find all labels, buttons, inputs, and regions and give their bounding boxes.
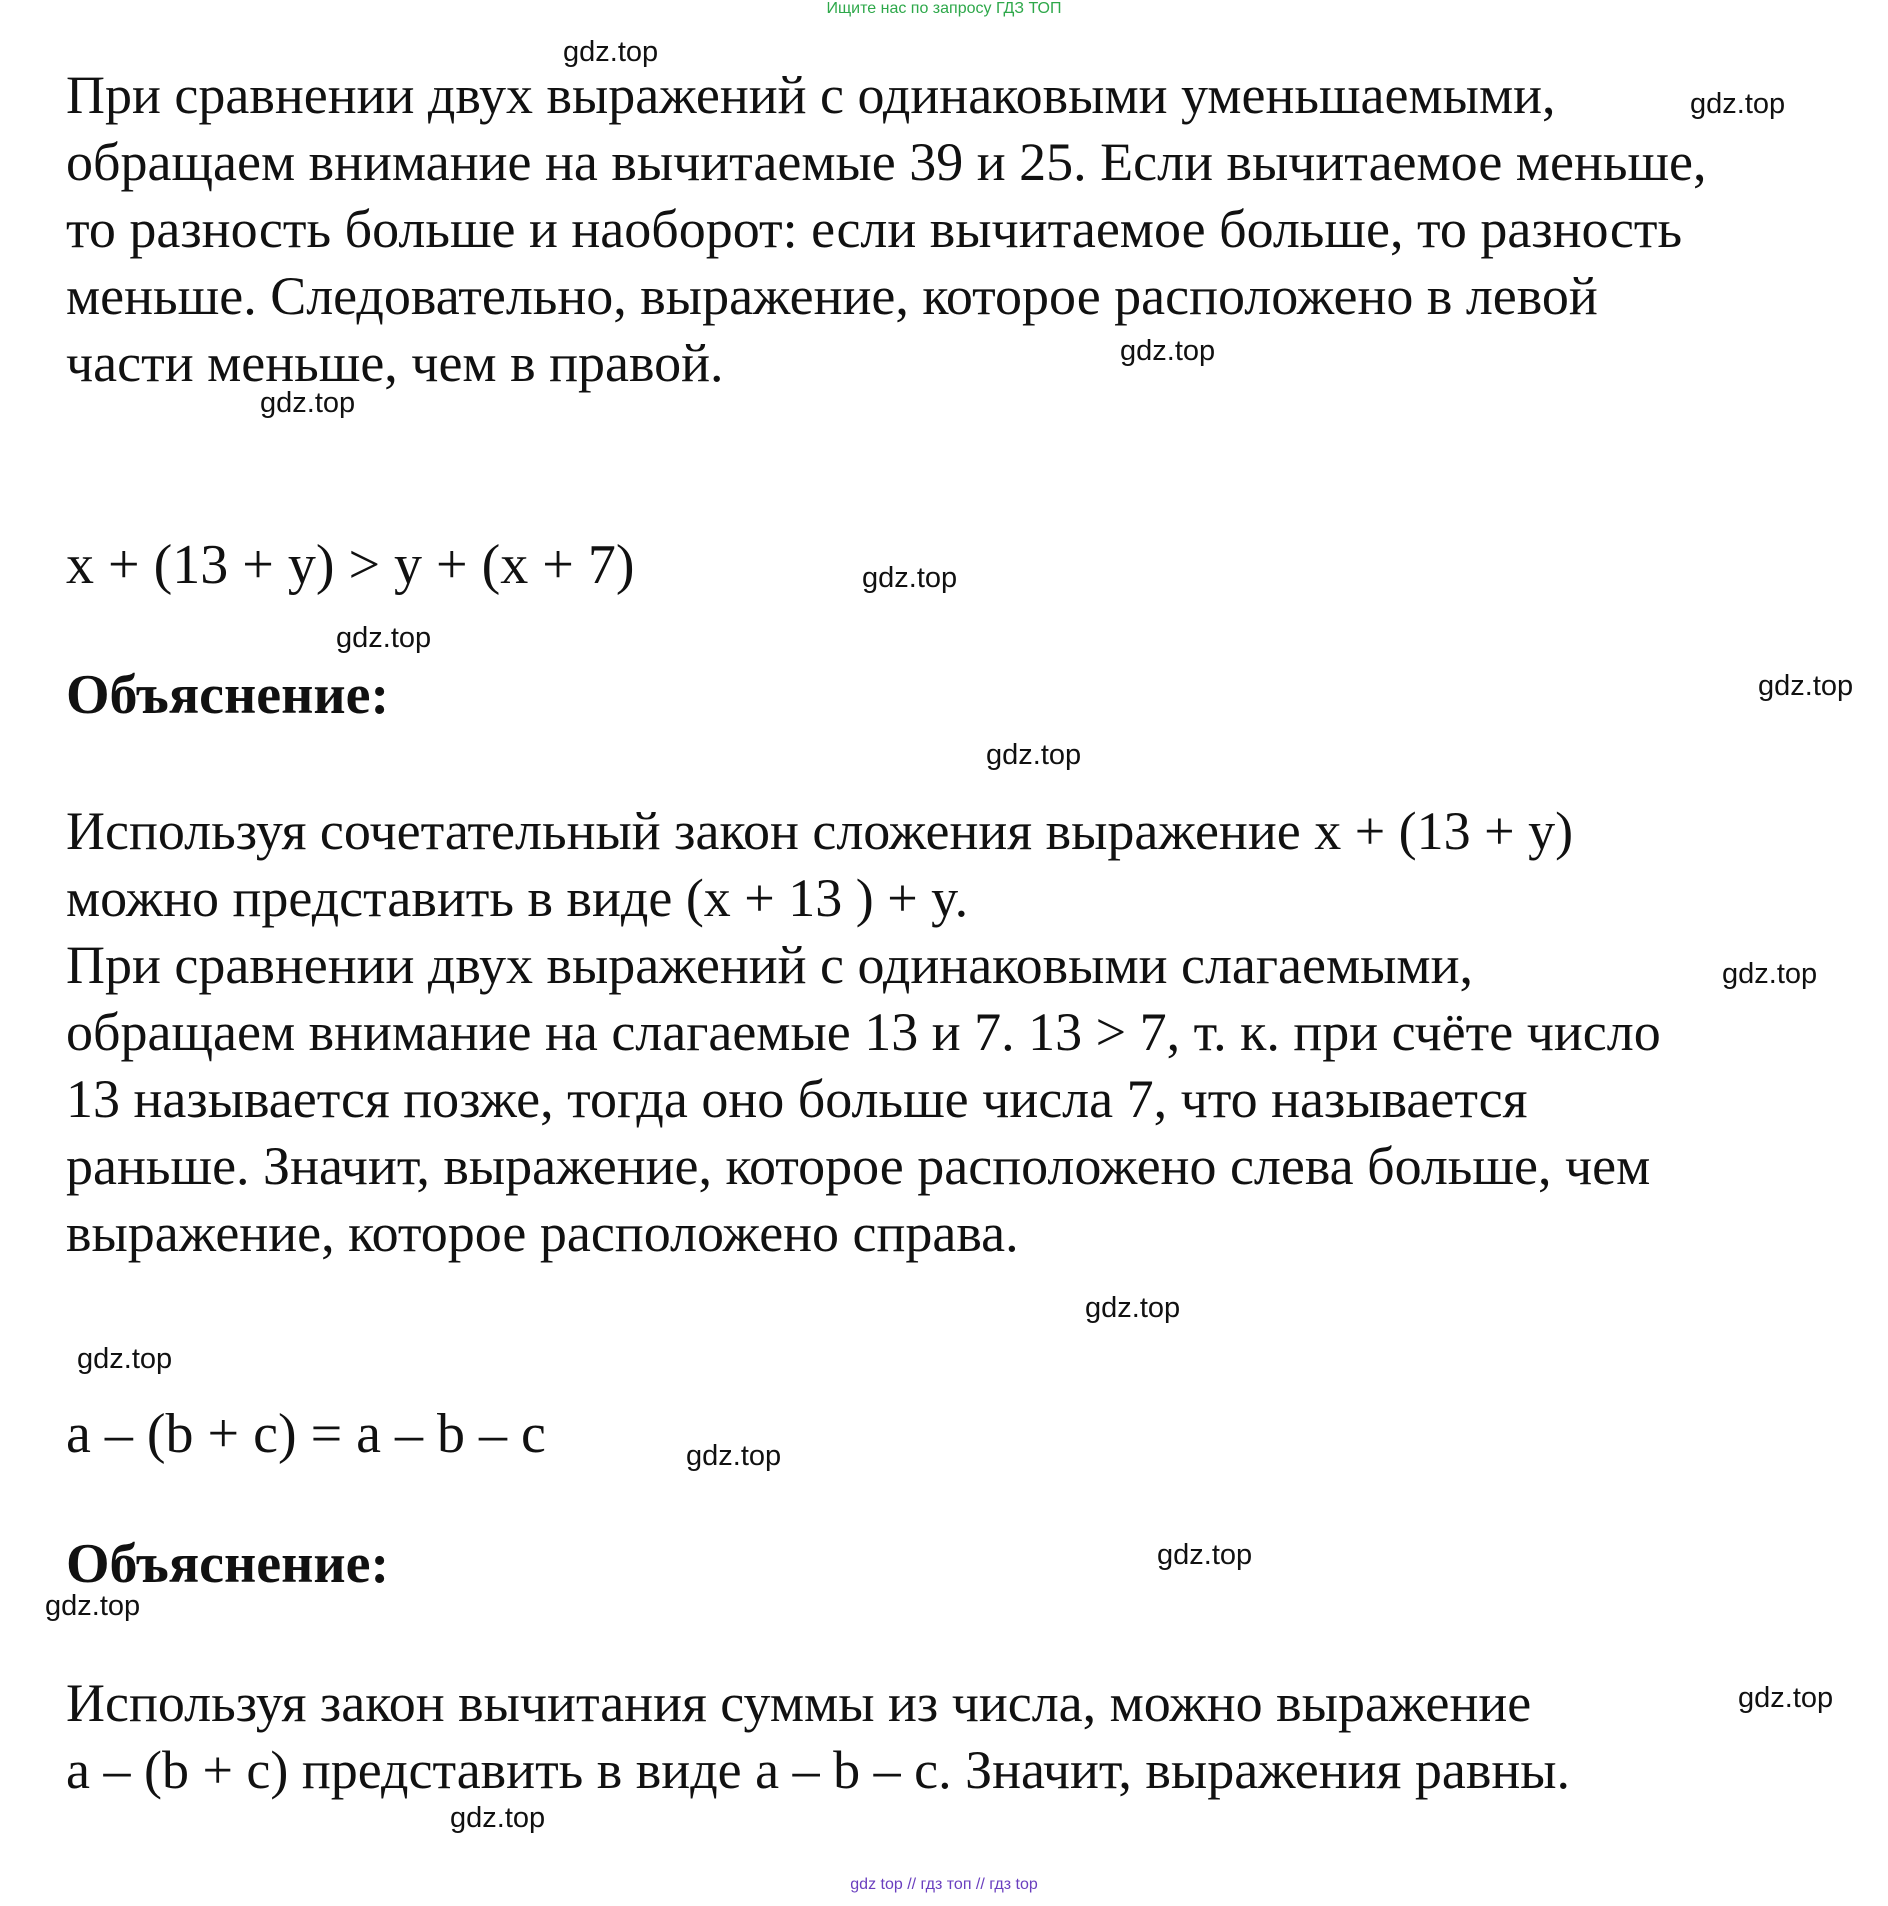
expression-2: a – (b + c) = a – b – c bbox=[66, 1403, 546, 1465]
watermark: gdz.top bbox=[1722, 958, 1818, 990]
section2-line: Используя сочетательный закон сложения выражение x + (13 + y) bbox=[66, 801, 1574, 861]
watermark: gdz.top bbox=[1690, 88, 1786, 120]
watermark: gdz.top bbox=[260, 387, 356, 419]
watermark: gdz.top bbox=[45, 1590, 141, 1622]
watermark: gdz.top bbox=[862, 562, 958, 594]
section2-line: При сравнении двух выражений с одинаковыми слагаемыми, bbox=[66, 935, 1474, 995]
watermark: gdz.top bbox=[77, 1343, 173, 1375]
search-banner: Ищите нас по запросу ГДЗ ТОП bbox=[826, 0, 1062, 17]
section2-line: раньше. Значит, выражение, которое расположено слева больше, чем bbox=[66, 1136, 1651, 1196]
section3-line: Используя закон вычитания суммы из числа, можно выражение bbox=[66, 1673, 1532, 1733]
section2-paragraph bbox=[66, 798, 1661, 1267]
watermark: gdz.top bbox=[336, 622, 432, 654]
section2-line: 13 называется позже, тогда оно больше числа 7, что называется bbox=[66, 1069, 1528, 1129]
section1-line: меньше. Следовательно, выражение, которое расположено в левой bbox=[66, 266, 1598, 326]
section2-line: выражение, которое расположено справа. bbox=[66, 1203, 1019, 1263]
watermark: gdz.top bbox=[450, 1802, 546, 1834]
watermark: gdz.top bbox=[1120, 335, 1216, 367]
watermark: gdz.top bbox=[1758, 670, 1854, 702]
section2-line: можно представить в виде (x + 13 ) + y. bbox=[66, 868, 969, 928]
section3-line: a – (b + c) представить в виде a – b – c. Значит, выражения равны. bbox=[66, 1740, 1571, 1800]
watermark: gdz.top bbox=[686, 1440, 782, 1472]
section1-paragraph bbox=[66, 62, 1707, 397]
watermark: gdz.top bbox=[986, 739, 1082, 771]
watermark: gdz.top bbox=[563, 36, 659, 68]
expression-1: x + (13 + y) > y + (x + 7) bbox=[66, 534, 635, 596]
explanation-heading-1: Объяснение: bbox=[66, 664, 390, 726]
explanation-heading-2: Объяснение: bbox=[66, 1533, 390, 1595]
section1-line: части меньше, чем в правой. bbox=[66, 333, 724, 393]
footer-watermark: gdz top // гдз топ // гдз top bbox=[850, 1876, 1038, 1893]
section1-line: При сравнении двух выражений с одинаковыми уменьшаемыми, bbox=[66, 65, 1556, 125]
section1-line: то разность больше и наоборот: если вычитаемое больше, то разность bbox=[66, 199, 1683, 259]
section3-paragraph bbox=[66, 1670, 1570, 1804]
watermark: gdz.top bbox=[1157, 1539, 1253, 1571]
watermark: gdz.top bbox=[1738, 1682, 1834, 1714]
section2-line: обращаем внимание на слагаемые 13 и 7. 13 > 7, т. к. при счёте число bbox=[66, 1002, 1661, 1062]
section1-line: обращаем внимание на вычитаемые 39 и 25. Если вычитаемое меньше, bbox=[66, 132, 1707, 192]
watermark: gdz.top bbox=[1085, 1292, 1181, 1324]
